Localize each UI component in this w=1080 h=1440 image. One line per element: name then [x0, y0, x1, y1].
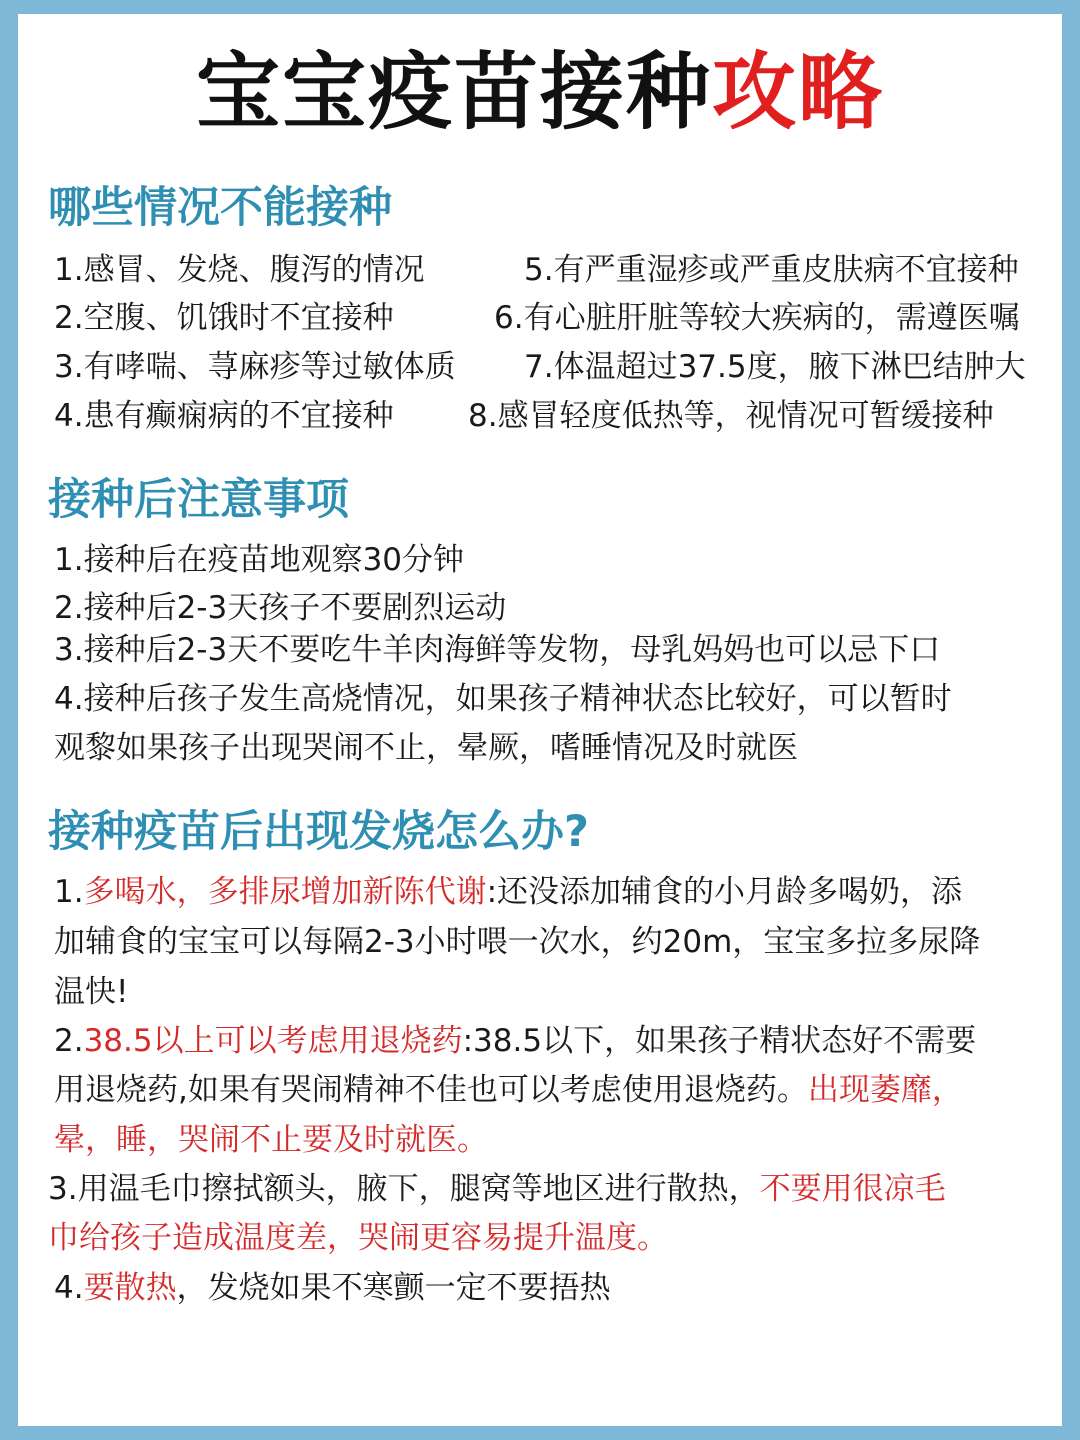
tip-highlight: 38.5以上可以考虑用退烧药	[83, 1023, 463, 1059]
contraindication-item: 3.有哮喘、荨麻疹等过敏体质	[54, 349, 456, 385]
contraindication-item: 2.空腹、饥饿时不宜接种	[54, 300, 394, 336]
contraindication-item: 6.有心脏肝脏等较大疾病的，需遵医嘱	[494, 300, 1020, 336]
post-vaccination-item: 3.接种后2-3天不要吃牛羊肉海鲜等发物，母乳妈妈也可以忌下口	[54, 632, 941, 668]
tip-highlight: 出现萎靡，	[807, 1072, 963, 1108]
fever-tip-line	[54, 1268, 611, 1308]
section-heading-contraindications: 哪些情况不能接种	[48, 183, 392, 233]
post-vaccination-item: 观黎如果孩子出现哭闹不止，晕厥，嗜睡情况及时就医	[54, 730, 798, 766]
tip-text: 用退烧药,如果有哭闹精神不佳也可以考虑使用退烧药。	[54, 1072, 808, 1108]
post-vaccination-item: 1.接种后在疫苗地观察30分钟	[54, 542, 465, 578]
tip-highlight: 晕，睡，哭闹不止要及时就医。	[54, 1122, 488, 1158]
tip-highlight: 不要用很凉毛	[759, 1171, 946, 1207]
poster-card	[18, 14, 1062, 1426]
poster-title	[18, 44, 1062, 140]
post-vaccination-item: 2.接种后2-3天孩子不要剧烈运动	[54, 590, 507, 626]
tip-highlight: 多喝水，多排尿增加新陈代谢	[83, 874, 487, 910]
title-part-red: 攻略	[712, 43, 885, 141]
section-heading-post-vaccination: 接种后注意事项	[48, 475, 349, 525]
fever-tip-line	[54, 922, 980, 962]
tip-highlight: 巾给孩子造成温度差，哭闹更容易提升温度。	[48, 1220, 668, 1256]
post-vaccination-item: 4.接种后孩子发生高烧情况，如果孩子精神状态比较好，可以暂时	[54, 681, 952, 717]
tip-text: :38.5以下，如果孩子精状态好不需要	[462, 1023, 977, 1059]
contraindication-item: 4.患有癫痫病的不宜接种	[54, 398, 394, 434]
tip-text: ，发烧如果不寒颤一定不要捂热	[176, 1270, 611, 1306]
tip-text: :还没添加辅食的小月龄多喝奶，添	[486, 874, 963, 910]
tip-number: 1.	[54, 874, 84, 910]
fever-tip-line	[54, 972, 128, 1012]
tip-text: 温快!	[54, 974, 129, 1010]
fever-tip-line	[48, 1218, 668, 1258]
tip-number: 2.	[54, 1023, 84, 1059]
tip-highlight: 要散热	[83, 1270, 177, 1306]
contraindication-item: 1.感冒、发烧、腹泻的情况	[54, 252, 425, 288]
contraindication-item: 7.体温超过37.5度，腋下淋巴结肿大	[524, 349, 1026, 385]
fever-tip-line	[54, 1070, 963, 1110]
tip-text: 加辅食的宝宝可以每隔2-3小时喂一次水，约20m，宝宝多拉多尿降	[54, 924, 981, 960]
section-heading-fever: 接种疫苗后出现发烧怎么办?	[48, 807, 589, 857]
fever-tip-line	[54, 1021, 976, 1061]
fever-tip-line	[48, 1169, 946, 1209]
contraindication-item: 8.感冒轻度低热等，视情况可暂缓接种	[468, 398, 994, 434]
tip-text: 3.用温毛巾擦拭额头，腋下，腿窝等地区进行散热，	[48, 1171, 760, 1207]
fever-tip-line	[54, 872, 962, 912]
contraindication-item: 5.有严重湿疹或严重皮肤病不宜接种	[524, 252, 1019, 288]
tip-number: 4.	[54, 1270, 84, 1306]
title-part-black: 宝宝疫苗接种	[195, 43, 712, 141]
fever-tip-line	[54, 1120, 488, 1160]
